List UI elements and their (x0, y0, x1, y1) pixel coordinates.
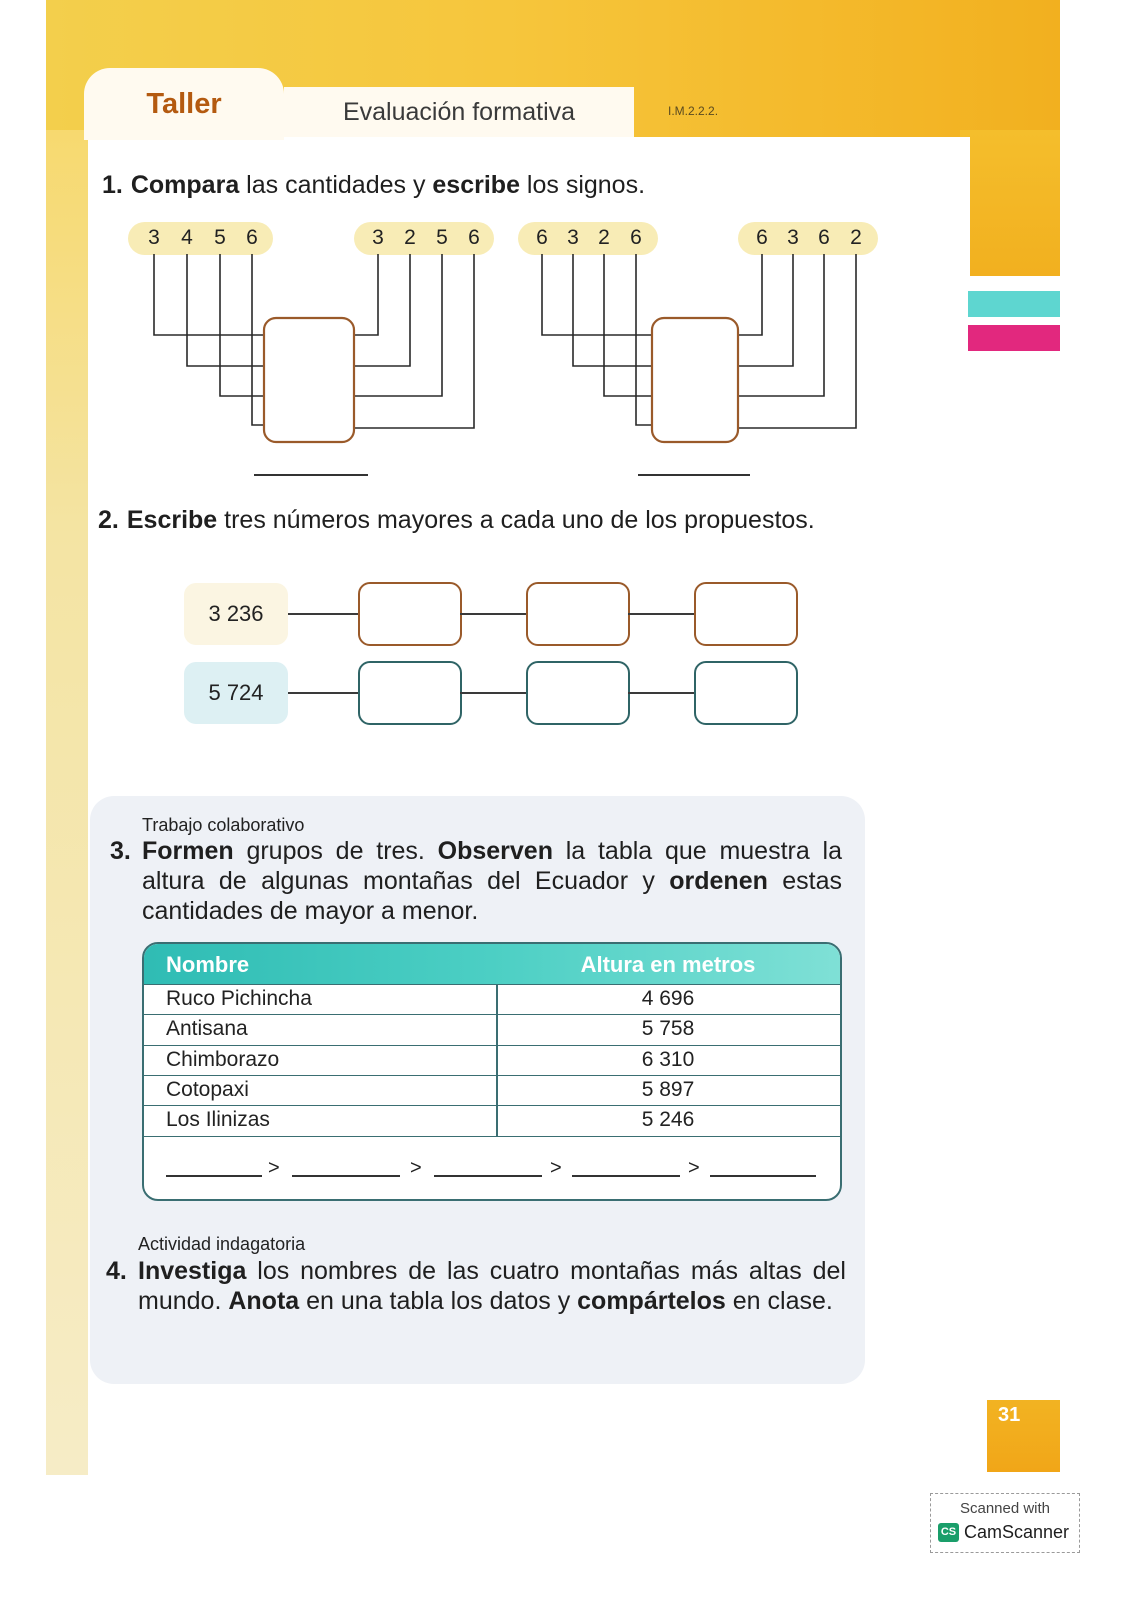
q1-bold-compara: Compara (130, 171, 240, 199)
digit: 3 (372, 226, 384, 249)
header-nombre: Nombre (166, 952, 250, 977)
chain-connector (628, 692, 694, 694)
chain-connector (628, 613, 694, 615)
question-3-number: 3. (110, 837, 131, 865)
link-line-11 (604, 254, 652, 396)
answer-box-1-3[interactable] (694, 582, 798, 646)
link-line-14 (738, 254, 793, 366)
question-2 (98, 505, 815, 535)
digit: 6 (756, 226, 768, 249)
q4-bold-anota: Anota (228, 1287, 300, 1315)
table-row (144, 1045, 840, 1076)
chain-connector (288, 692, 360, 694)
gt-symbol: > (410, 1157, 422, 1179)
answer-box-1-1[interactable] (358, 582, 462, 646)
digit: 4 (181, 226, 193, 249)
link-line-13 (738, 254, 762, 335)
comparison-box-1[interactable] (264, 318, 354, 442)
order-blank-4[interactable] (572, 1175, 680, 1177)
mountain-height: 5 246 (641, 1108, 695, 1131)
activity-label-indagatoria: Actividad indagatoria (138, 1234, 306, 1254)
q3-body (142, 836, 842, 926)
digit: 5 (436, 226, 448, 249)
link-line-7 (354, 254, 442, 396)
link-line-8 (354, 254, 474, 428)
start-number-1: 3 236 (184, 583, 288, 645)
q4-text-1: los nombres de las cuatro montañas más altas del mundo. (138, 1257, 846, 1315)
mountain-name: Antisana (166, 1017, 248, 1040)
link-line-15 (738, 254, 824, 396)
page-number: 31 (998, 1404, 1021, 1426)
question-2-number: 2. (98, 506, 119, 534)
mountain-height: 4 696 (641, 987, 695, 1010)
link-line-3 (220, 254, 264, 396)
link-line-16 (738, 254, 856, 428)
answer-line-2[interactable] (638, 474, 750, 476)
digit: 6 (630, 226, 642, 249)
q2-text: tres números mayores a cada uno de los propuestos. (217, 506, 815, 534)
digit: 6 (246, 226, 258, 249)
header-altura: Altura en metros (580, 952, 756, 977)
q3-text-2: la tabla que muestra la altura de algunas montañas del Ecuador y (142, 837, 842, 895)
mountain-name: Ruco Pichincha (166, 987, 312, 1010)
table-row (144, 1014, 840, 1045)
order-blank-3[interactable] (434, 1175, 542, 1177)
q3-bold-formen: Formen (142, 837, 234, 865)
link-line-10 (573, 254, 652, 366)
answer-box-2-1[interactable] (358, 661, 462, 725)
digit: 2 (850, 226, 862, 249)
q4-text-3: en clase. (725, 1287, 833, 1315)
order-blank-5[interactable] (710, 1175, 816, 1177)
digit: 6 (818, 226, 830, 249)
q2-bold-escribe: Escribe (126, 506, 218, 534)
camscanner-badge (930, 1493, 1080, 1553)
chain-connector (460, 613, 528, 615)
mountain-name: Cotopaxi (166, 1078, 249, 1101)
digit: 6 (536, 226, 548, 249)
q4-text-2: en una tabla los datos y (299, 1287, 578, 1315)
gt-symbol: > (688, 1157, 700, 1179)
digit: 2 (404, 226, 416, 249)
camscanner-brand: CamScanner (964, 1522, 1070, 1542)
question-3 (110, 836, 842, 926)
question-4-number: 4. (106, 1257, 127, 1285)
table-row (144, 1075, 840, 1106)
mountain-height: 6 310 (641, 1048, 695, 1071)
mountain-name: Chimborazo (166, 1048, 280, 1071)
mountains-table (142, 942, 842, 1201)
mountain-name: Los Ilinizas (166, 1108, 270, 1131)
skill-code: I.M.2.2.2. (668, 104, 719, 118)
table-header (144, 944, 840, 984)
table-row (144, 984, 840, 1015)
digit: 3 (148, 226, 160, 249)
question-4 (106, 1256, 846, 1316)
digit: 3 (567, 226, 579, 249)
link-line-12 (636, 254, 652, 425)
gt-symbol: > (550, 1157, 562, 1179)
q3-text-3: estas cantidades de mayor a menor. (142, 867, 842, 925)
digit: 3 (787, 226, 799, 249)
mountain-height: 5 897 (641, 1078, 695, 1101)
gt-symbol: > (268, 1157, 280, 1179)
q3-bold-ordenen: ordenen (669, 867, 768, 895)
answer-box-1-2[interactable] (526, 582, 630, 646)
q1-text: las cantidades y (239, 171, 433, 199)
link-line-4 (252, 254, 264, 425)
answer-box-2-2[interactable] (526, 661, 630, 725)
digit: 5 (214, 226, 226, 249)
answer-line-1[interactable] (254, 474, 368, 476)
q4-bold-investiga: Investiga (138, 1257, 247, 1285)
q3-bold-observen: Observen (437, 837, 553, 865)
activity-label-collab: Trabajo colaborativo (142, 815, 305, 835)
q1-text-end: los signos. (519, 171, 646, 199)
q4-body (138, 1256, 846, 1316)
mountain-height: 5 758 (641, 1017, 695, 1040)
order-blank-2[interactable] (292, 1175, 400, 1177)
q1-bold-escribe: escribe (432, 171, 520, 199)
tab-taller-label: Taller (146, 87, 222, 120)
tab-evaluacion: Evaluación formativa (284, 87, 634, 137)
link-line-1 (154, 254, 264, 335)
comparison-diagram (0, 0, 1130, 500)
digit: 6 (468, 226, 480, 249)
link-line-6 (354, 254, 410, 366)
question-1-number: 1. (102, 171, 123, 199)
start-number-2: 5 724 (184, 662, 288, 724)
order-blank-1[interactable] (166, 1175, 262, 1177)
link-line-5 (354, 254, 378, 335)
q3-text-1: grupos de tres. (233, 837, 438, 865)
comparison-box-2[interactable] (652, 318, 738, 442)
chain-connector (460, 692, 528, 694)
scanned-with-text: Scanned with (959, 1500, 1051, 1517)
table-row (144, 1105, 840, 1137)
camscanner-logo-icon: CS (938, 1523, 959, 1542)
chain-connector (288, 613, 360, 615)
answer-box-2-3[interactable] (694, 661, 798, 725)
digit: 2 (598, 226, 610, 249)
q4-bold-compartelos: compártelos (577, 1287, 726, 1315)
